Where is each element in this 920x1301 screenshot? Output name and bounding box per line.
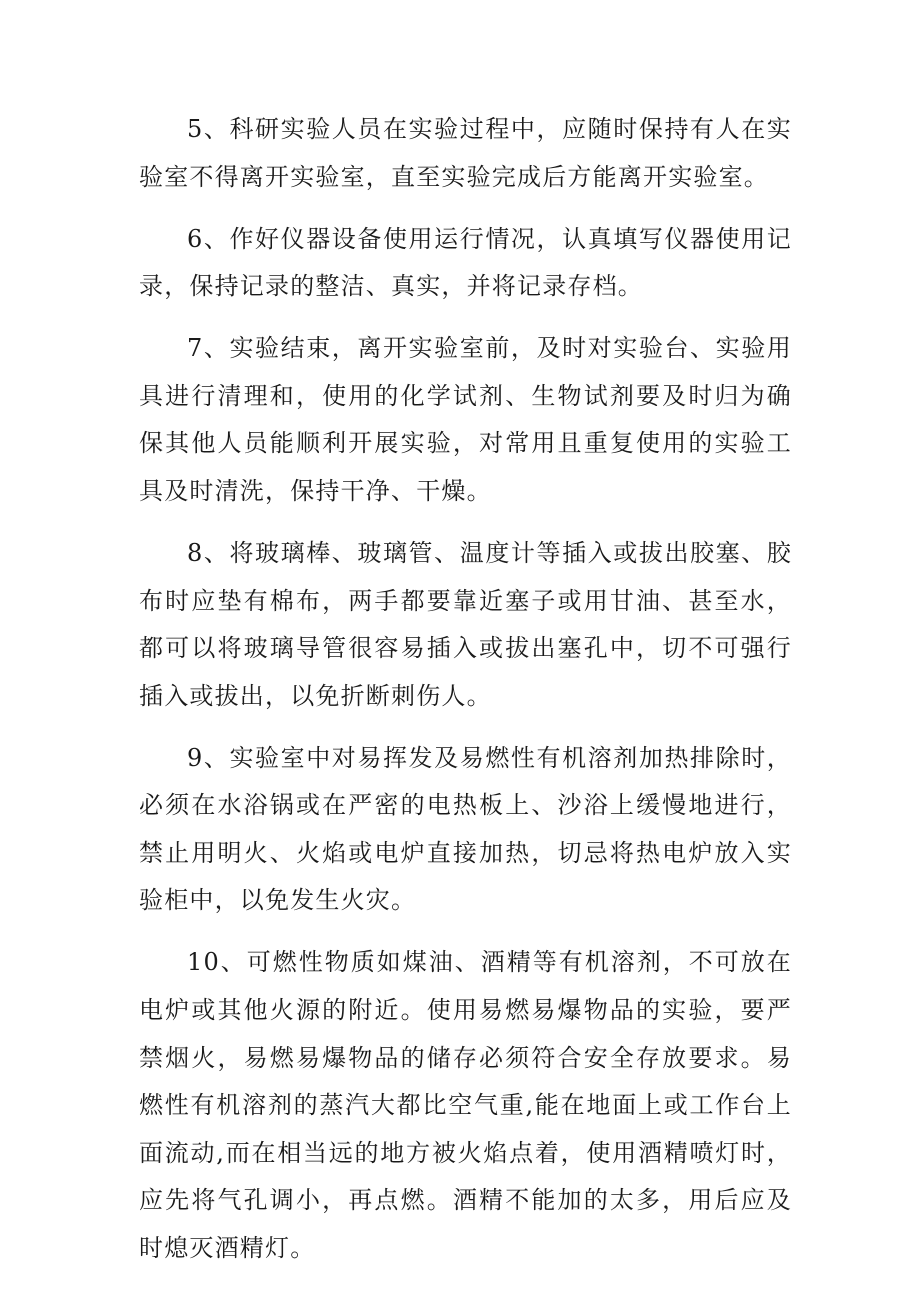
- paragraph-9: 9、实验室中对易挥发及易燃性有机溶剂加热排除时，必须在水浴锅或在严密的电热板上、沙浴上缓慢地进行，禁止用明火、火焰或电炉直接加热，切忌将热电炉放入实验柜中，以免发生火灾。: [139, 743, 792, 915]
- paragraph-10: 10、可燃性物质如煤油、酒精等有机溶剂，不可放在电炉或其他火源的附近。使用易燃易爆物品的实验，要严禁烟火，易燃易爆物品的储存必须符合安全存放要求。易燃性有机溶剂的蒸汽大都比空气重,能在地面上或工作台上面流动,而在相当远的地方被火焰点着，使用酒精喷灯时，应先将气孔调小，再点燃。酒精不能加的太多，用后应及时熄灭酒精灯。: [139, 948, 792, 1263]
- paragraph-7: 7、实验结束，离开实验室前，及时对实验台、实验用具进行清理和，使用的化学试剂、生物试剂要及时归为确保其他人员能顺利开展实验，对常用且重复使用的实验工具及时清洗，保持干净、干燥。: [139, 334, 792, 505]
- paragraph-8: 8、将玻璃棒、玻璃管、温度计等插入或拔出胶塞、胶布时应垫有棉布，两手都要靠近塞子或用甘油、甚至水，都可以将玻璃导管很容易插入或拔出塞孔中，切不可强行插入或拔出，以免折断刺伤人。: [139, 538, 792, 710]
- paragraph-5: 5、科研实验人员在实验过程中，应随时保持有人在实验室不得离开实验室，直至实验完成后方能离开实验室。: [139, 115, 792, 191]
- paragraph-6: 6、作好仪器设备使用运行情况，认真填写仪器使用记录，保持记录的整洁、真实，并将记录存档。: [139, 224, 792, 301]
